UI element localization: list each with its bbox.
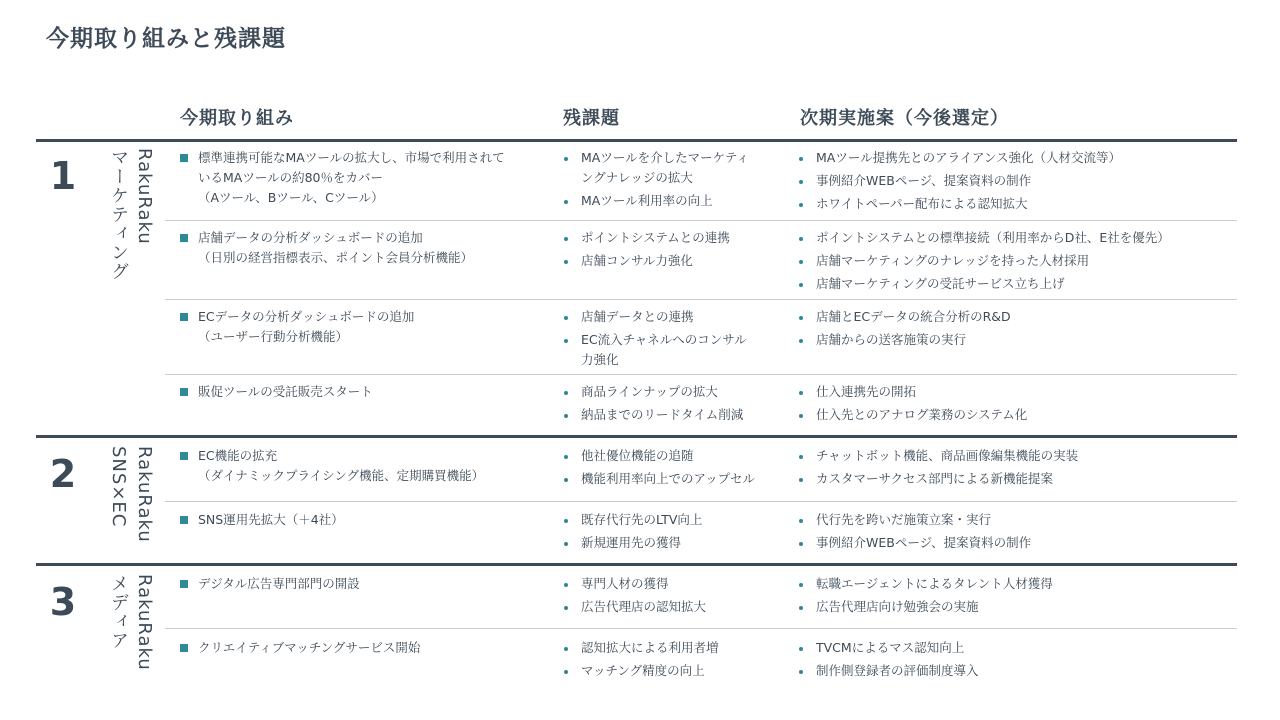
issue-item (563, 661, 778, 681)
square-bullet-icon (180, 154, 188, 162)
initiative-text: デジタル広告専門部門の開設 (198, 576, 360, 591)
dot-bullet-icon (564, 414, 568, 418)
section-divider-2 (36, 435, 1237, 438)
dot-bullet-icon (564, 339, 568, 343)
plan-text: 仕入連携先の開拓 (816, 384, 917, 399)
square-bullet-icon (180, 388, 188, 396)
plan-item (798, 171, 1237, 191)
plan-item (798, 330, 1237, 350)
dot-bullet-icon (564, 519, 568, 523)
plan-item (798, 148, 1237, 168)
square-bullet-icon (180, 644, 188, 652)
issue-item (563, 330, 778, 370)
row-divider (165, 299, 1237, 300)
issue-text: 広告代理店の認知拡大 (581, 599, 707, 614)
square-bullet-icon (180, 313, 188, 321)
initiative-item (180, 307, 550, 347)
issue-item (563, 469, 778, 489)
initiative-text: 店舗データの分析ダッシュボードの追加 （日別の経営指標表示、ポイント会員分析機能） (198, 230, 474, 265)
plan-text: 店舗マーケティングのナレッジを持った人材採用 (816, 253, 1090, 268)
plan-item (798, 533, 1237, 553)
dot-bullet-icon (799, 283, 803, 287)
plan-text: TVCMによるマス認知向上 (816, 640, 965, 655)
initiative-item (180, 510, 550, 530)
dot-bullet-icon (564, 455, 568, 459)
plan-text: 制作側登録者の評価制度導入 (816, 663, 979, 678)
dot-bullet-icon (799, 237, 803, 241)
issue-text: マッチング精度の向上 (581, 663, 705, 678)
initiative-text: 標準連携可能なMAツールの拡大し、市場で利用されて いるMAツールの約80％をカバー （Aツール、Bツール、Cツール） (198, 150, 505, 205)
dot-bullet-icon (799, 519, 803, 523)
plan-text: 仕入先とのアナログ業務のシステム化 (816, 407, 1028, 422)
row-divider (165, 374, 1237, 375)
plan-item (798, 194, 1237, 214)
dot-bullet-icon (799, 203, 803, 207)
initiative-text: SNS運用先拡大（＋4社） (198, 512, 344, 527)
row-divider (165, 628, 1237, 629)
issue-item (563, 228, 778, 248)
dot-bullet-icon (564, 391, 568, 395)
page-title: 今期取り組みと残課題 (46, 26, 286, 52)
dot-bullet-icon (799, 670, 803, 674)
section-label (98, 574, 164, 671)
table-row (165, 228, 1237, 299)
section-name: メディア (108, 574, 129, 650)
plan-text: 広告代理店向け勉強会の実施 (816, 599, 979, 614)
issue-text: 専門人材の獲得 (581, 576, 669, 591)
plan-item (798, 446, 1237, 466)
square-bullet-icon (180, 580, 188, 588)
initiative-item (180, 228, 550, 268)
plan-text: チャットボット機能、商品画像編集機能の実装 (816, 448, 1079, 463)
initiative-text: EC機能の拡充 （ダイナミックプライシング機能、定期購買機能） (198, 448, 485, 483)
plan-item (798, 251, 1237, 271)
initiative-item (180, 148, 550, 208)
plan-item (798, 574, 1237, 594)
issue-text: 他社優位機能の追随 (581, 448, 694, 463)
section-divider-3 (36, 563, 1237, 566)
plan-item (798, 597, 1237, 617)
plan-text: 事例紹介WEBページ、提案資料の制作 (816, 535, 1032, 550)
initiative-item (180, 638, 550, 658)
issue-item (563, 510, 778, 530)
dot-bullet-icon (799, 260, 803, 264)
dot-bullet-icon (799, 157, 803, 161)
dot-bullet-icon (799, 414, 803, 418)
table-row (165, 382, 1237, 435)
dot-bullet-icon (799, 455, 803, 459)
issue-text: 認知拡大による利用者増 (581, 640, 719, 655)
plan-text: 店舗からの送客施策の実行 (816, 332, 967, 347)
initiative-item (180, 574, 550, 594)
dot-bullet-icon (564, 606, 568, 610)
dot-bullet-icon (799, 339, 803, 343)
section-brand: RakuRaku (134, 574, 155, 671)
plan-text: ポイントシステムとの標準接続（利用率からD社、E社を優先） (816, 230, 1170, 245)
issue-item (563, 148, 778, 188)
issue-text: 店舗コンサル力強化 (581, 253, 693, 268)
issue-item (563, 533, 778, 553)
initiative-text: クリエイティブマッチングサービス開始 (198, 640, 421, 655)
square-bullet-icon (180, 452, 188, 460)
dot-bullet-icon (564, 478, 568, 482)
dot-bullet-icon (799, 606, 803, 610)
table-row (165, 148, 1237, 220)
issue-text: MAツール利用率の向上 (581, 193, 713, 208)
issue-text: 店舗データとの連携 (581, 309, 694, 324)
issue-text: 商品ラインナップの拡大 (581, 384, 718, 399)
issue-text: MAツールを介したマーケティ ングナレッジの拡大 (581, 150, 749, 185)
plan-item (798, 661, 1237, 681)
issue-text: EC流入チャネルへのコンサル 力強化 (581, 332, 747, 367)
issue-text: ポイントシステムとの連携 (581, 230, 730, 245)
dot-bullet-icon (799, 647, 803, 651)
column-header-issues: 残課題 (563, 108, 620, 129)
plan-item (798, 638, 1237, 658)
section-name: SNS×EC (108, 446, 129, 528)
dot-bullet-icon (564, 670, 568, 674)
dot-bullet-icon (564, 583, 568, 587)
dot-bullet-icon (564, 260, 568, 264)
row-divider (165, 501, 1237, 502)
dot-bullet-icon (564, 200, 568, 204)
issue-item (563, 191, 778, 211)
issue-item (563, 574, 778, 594)
section-number: 3 (49, 580, 77, 624)
dot-bullet-icon (564, 647, 568, 651)
plan-item (798, 469, 1237, 489)
plan-item (798, 382, 1237, 402)
plan-item (798, 405, 1237, 425)
plan-text: 転職エージェントによるタレント人材獲得 (816, 576, 1053, 591)
square-bullet-icon (180, 516, 188, 524)
issue-item (563, 638, 778, 658)
dot-bullet-icon (799, 316, 803, 320)
issue-item (563, 251, 778, 271)
initiative-text: ECデータの分析ダッシュボードの追加 （ユーザー行動分析機能） (198, 309, 415, 344)
section-label (98, 148, 164, 281)
row-divider (165, 220, 1237, 221)
initiative-item (180, 382, 550, 402)
issue-item (563, 446, 778, 466)
plan-text: 店舗とECデータの統合分析のR&D (816, 309, 1011, 324)
issue-text: 機能利用率向上でのアップセル (581, 471, 756, 486)
table-row (165, 638, 1237, 690)
issue-item (563, 405, 778, 425)
column-header-next-plans: 次期実施案（今後選定） (800, 108, 1009, 129)
square-bullet-icon (180, 234, 188, 242)
plan-item (798, 307, 1237, 327)
plan-item (798, 274, 1237, 294)
table-row (165, 446, 1237, 501)
column-header-initiatives: 今期取り組み (180, 108, 294, 129)
section-label (98, 446, 164, 543)
plan-item (798, 228, 1237, 248)
issue-text: 既存代行先のLTV向上 (581, 512, 703, 527)
dot-bullet-icon (799, 478, 803, 482)
table-row (165, 307, 1237, 374)
dot-bullet-icon (564, 316, 568, 320)
dot-bullet-icon (564, 237, 568, 241)
dot-bullet-icon (564, 157, 568, 161)
initiative-text: 販促ツールの受託販売スタート (198, 384, 373, 399)
dot-bullet-icon (799, 542, 803, 546)
plan-text: ホワイトペーパー配布による認知拡大 (816, 196, 1028, 211)
plan-text: MAツール提携先とのアライアンス強化（人材交流等） (816, 150, 1121, 165)
dot-bullet-icon (799, 180, 803, 184)
header-divider (36, 139, 1237, 142)
dot-bullet-icon (799, 391, 803, 395)
issue-text: 新規運用先の獲得 (581, 535, 682, 550)
plan-text: 店舗マーケティングの受託サービス立ち上げ (816, 276, 1065, 291)
issue-item (563, 382, 778, 402)
initiative-item (180, 446, 550, 486)
dot-bullet-icon (564, 542, 568, 546)
table-row (165, 574, 1237, 628)
dot-bullet-icon (799, 583, 803, 587)
plan-text: 代行先を跨いだ施策立案・実行 (816, 512, 992, 527)
issue-text: 納品までのリードタイム削減 (581, 407, 744, 422)
plan-text: 事例紹介WEBページ、提案資料の制作 (816, 173, 1032, 188)
table-row (165, 510, 1237, 563)
issue-item (563, 307, 778, 327)
section-name: マーケティング (108, 148, 129, 281)
section-brand: RakuRaku (134, 148, 155, 245)
section-number: 1 (49, 154, 77, 198)
plan-text: カスタマーサクセス部門による新機能提案 (816, 471, 1054, 486)
section-number: 2 (49, 452, 77, 496)
section-brand: RakuRaku (134, 446, 155, 543)
plan-item (798, 510, 1237, 530)
issue-item (563, 597, 778, 617)
